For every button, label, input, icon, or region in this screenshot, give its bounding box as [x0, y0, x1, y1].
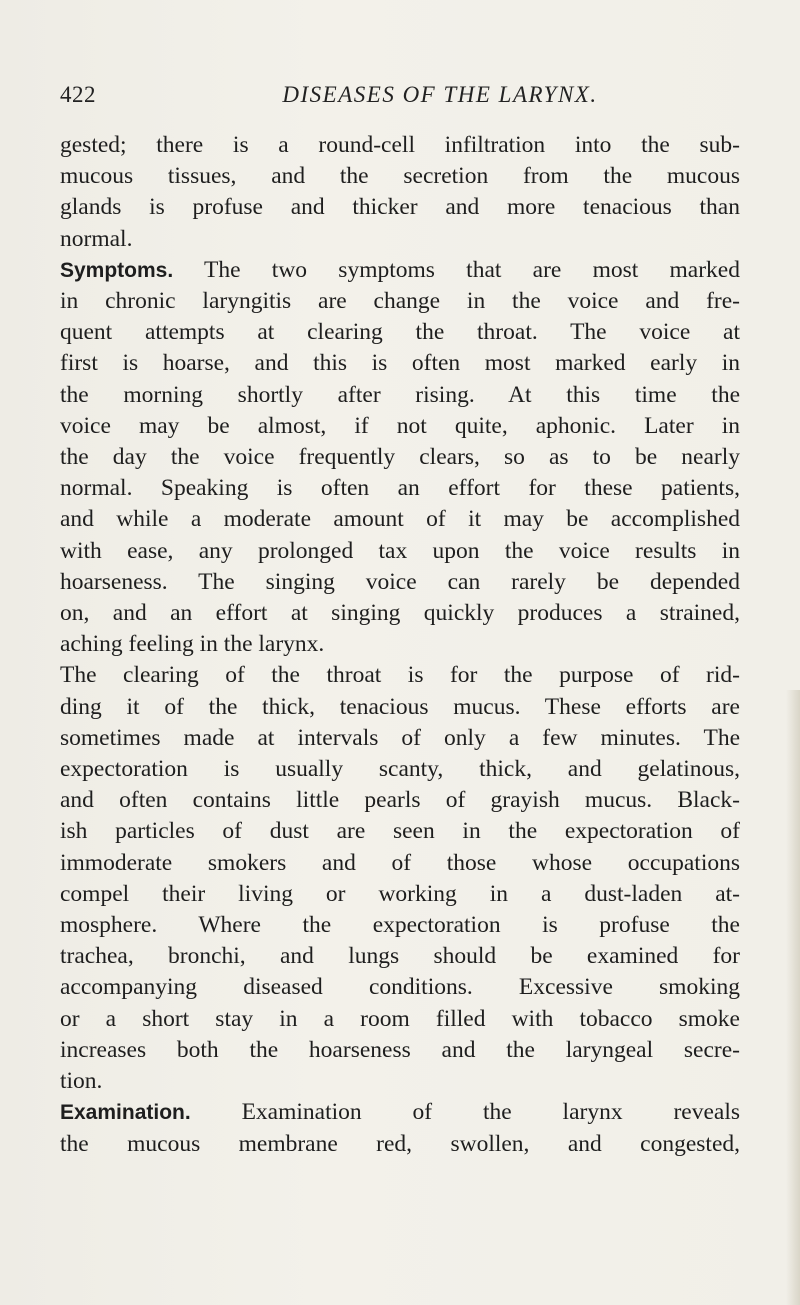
page-edge-shadow — [786, 690, 800, 1305]
text-line: expectoration is usually scanty, thick, and gelatinous, — [60, 756, 740, 783]
text-line: on, and an effort at singing quickly produces a strained, — [60, 600, 740, 627]
text-line: normal. Speaking is often an effort for these patients, — [60, 475, 740, 502]
text-line: the day the voice frequently clears, so as to be nearly — [60, 444, 740, 471]
text-line: glands is profuse and thicker and more tenacious than — [60, 194, 740, 221]
paragraph-examination — [60, 1097, 740, 1159]
text-line: and while a moderate amount of it may be accomplished — [60, 506, 740, 533]
paragraph-symptoms — [60, 255, 740, 661]
text-line: mosphere. Where the expectoration is profuse the — [60, 912, 740, 939]
text-line: compel their living or working in a dust-laden at- — [60, 880, 740, 907]
text-line: in chronic laryngitis are change in the voice and fre- — [60, 288, 740, 315]
text-line: trachea, bronchi, and lungs should be examined for — [60, 943, 740, 970]
text-fragment: The two symptoms that are most marked — [173, 256, 740, 283]
text-line: tion. — [60, 1068, 103, 1095]
text-line: gested; there is a round-cell infiltration into the sub- — [60, 132, 740, 158]
body-text — [60, 130, 740, 1160]
running-title: DISEASES OF THE LARYNX. — [282, 82, 598, 107]
text-line: The clearing of the throat is for the purpose of rid- — [60, 662, 740, 689]
text-line: the morning shortly after rising. At this time the — [60, 381, 740, 408]
paragraph-clearing — [60, 660, 740, 1097]
text-line: aching feeling in the larynx. — [60, 631, 325, 658]
section-heading-examination: Examination. — [60, 1101, 191, 1125]
text-line: mucous tissues, and the secretion from the mucous — [60, 163, 740, 190]
page-number: 422 — [60, 82, 96, 107]
text-fragment: Examination of the larynx reveals — [190, 1099, 740, 1126]
text-line: with ease, any prolonged tax upon the voice results in — [60, 537, 740, 564]
text-line: and often contains little pearls of grayish mucus. Black- — [60, 787, 740, 814]
page-header — [60, 82, 740, 114]
text-line: increases both the hoarseness and the laryngeal secre- — [60, 1036, 740, 1063]
text-line: normal. — [60, 225, 133, 252]
text-line: ish particles of dust are seen in the expectoration of — [60, 818, 740, 845]
text-line: accompanying diseased conditions. Excessive smoking — [60, 974, 740, 1001]
paragraph-intro — [60, 130, 740, 255]
text-line: immoderate smokers and of those whose occupations — [60, 849, 740, 876]
text-line: or a short stay in a room filled with tobacco smoke — [60, 1005, 740, 1032]
text-line-with-heading — [60, 255, 740, 286]
text-line: ding it of the thick, tenacious mucus. These efforts are — [60, 693, 740, 720]
text-line: hoarseness. The singing voice can rarely be depended — [60, 568, 740, 595]
text-line: first is hoarse, and this is often most marked early in — [60, 350, 740, 377]
text-line: sometimes made at intervals of only a few minutes. The — [60, 724, 740, 751]
text-line: voice may be almost, if not quite, aphonic. Later in — [60, 412, 740, 439]
text-line: quent attempts at clearing the throat. The voice at — [60, 319, 740, 346]
text-line-with-heading — [60, 1097, 740, 1128]
section-heading-symptoms: Symptoms. — [60, 258, 174, 282]
text-line: the mucous membrane red, swollen, and congested, — [60, 1130, 740, 1157]
